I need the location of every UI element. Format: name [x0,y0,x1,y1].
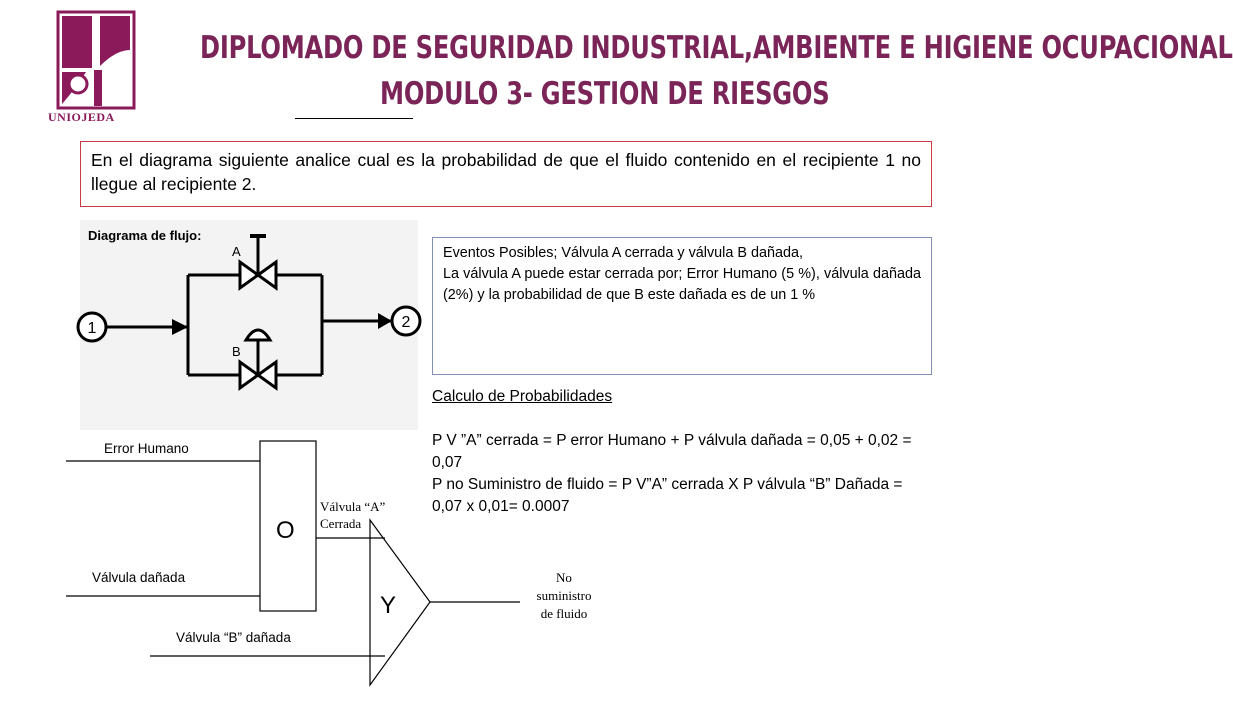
events-line-2: La válvula A puede estar cerrada por; Error Humano (5 %), válvula dañada (2%) y la probabilidad de que B este dañada es de un 1 % [443,266,921,303]
node-1-label: 1 [87,320,97,337]
input-valvula-danada: Válvula dañada [92,570,186,585]
uniojeda-logo [56,10,136,110]
and-gate [370,520,430,685]
valve-b-label: B [232,344,241,359]
fault-tree-diagram [60,430,620,715]
question-box: En el diagrama siguiente analice cual es la probabilidad de que el fluido contenido en el recipiente 1 no llegue al recipiente 2. [80,141,932,207]
output-label-1: No [556,570,572,585]
intermediate-label-1: Válvula “A” [320,499,386,514]
valve-a-label: A [232,244,241,259]
title-underline [295,118,413,119]
events-box [432,237,932,375]
intermediate-label-2: Cerrada [320,516,362,531]
input-valvula-b-danada: Válvula “B” dañada [176,630,291,645]
output-label-3: de fluido [540,606,588,621]
node-2-label: 2 [401,314,411,331]
and-gate-label: Y [380,592,397,619]
logo-text: UNIOJEDA [48,110,115,124]
events-line-1: Eventos Posibles; Válvula A cerrada y válvula B dañada, [443,245,803,261]
or-gate-label: O [276,517,295,544]
calculation-title: Calculo de Probabilidades [432,388,613,405]
page-title: DIPLOMADO DE SEGURIDAD INDUSTRIAL,AMBIENTE E HIGIENE OCUPACIONAL [200,30,1233,66]
flow-diagram-title: Diagrama de flujo: [88,228,202,243]
input-error-humano: Error Humano [104,441,189,456]
page-subtitle: MODULO 3- GESTION DE RIESGOS [380,76,830,112]
calculation-line-2: P no Suministro de fluido = P V”A” cerrada X P válvula “B” Dañada = 0,07 x 0,01= 0.0007 [432,476,903,515]
flow-diagram [80,220,418,430]
calculation-line-1: P V ”A” cerrada = P error Humano + P válvula dañada = 0,05 + 0,02 = 0,07 [432,432,912,471]
output-label-2: suministro [536,588,592,603]
